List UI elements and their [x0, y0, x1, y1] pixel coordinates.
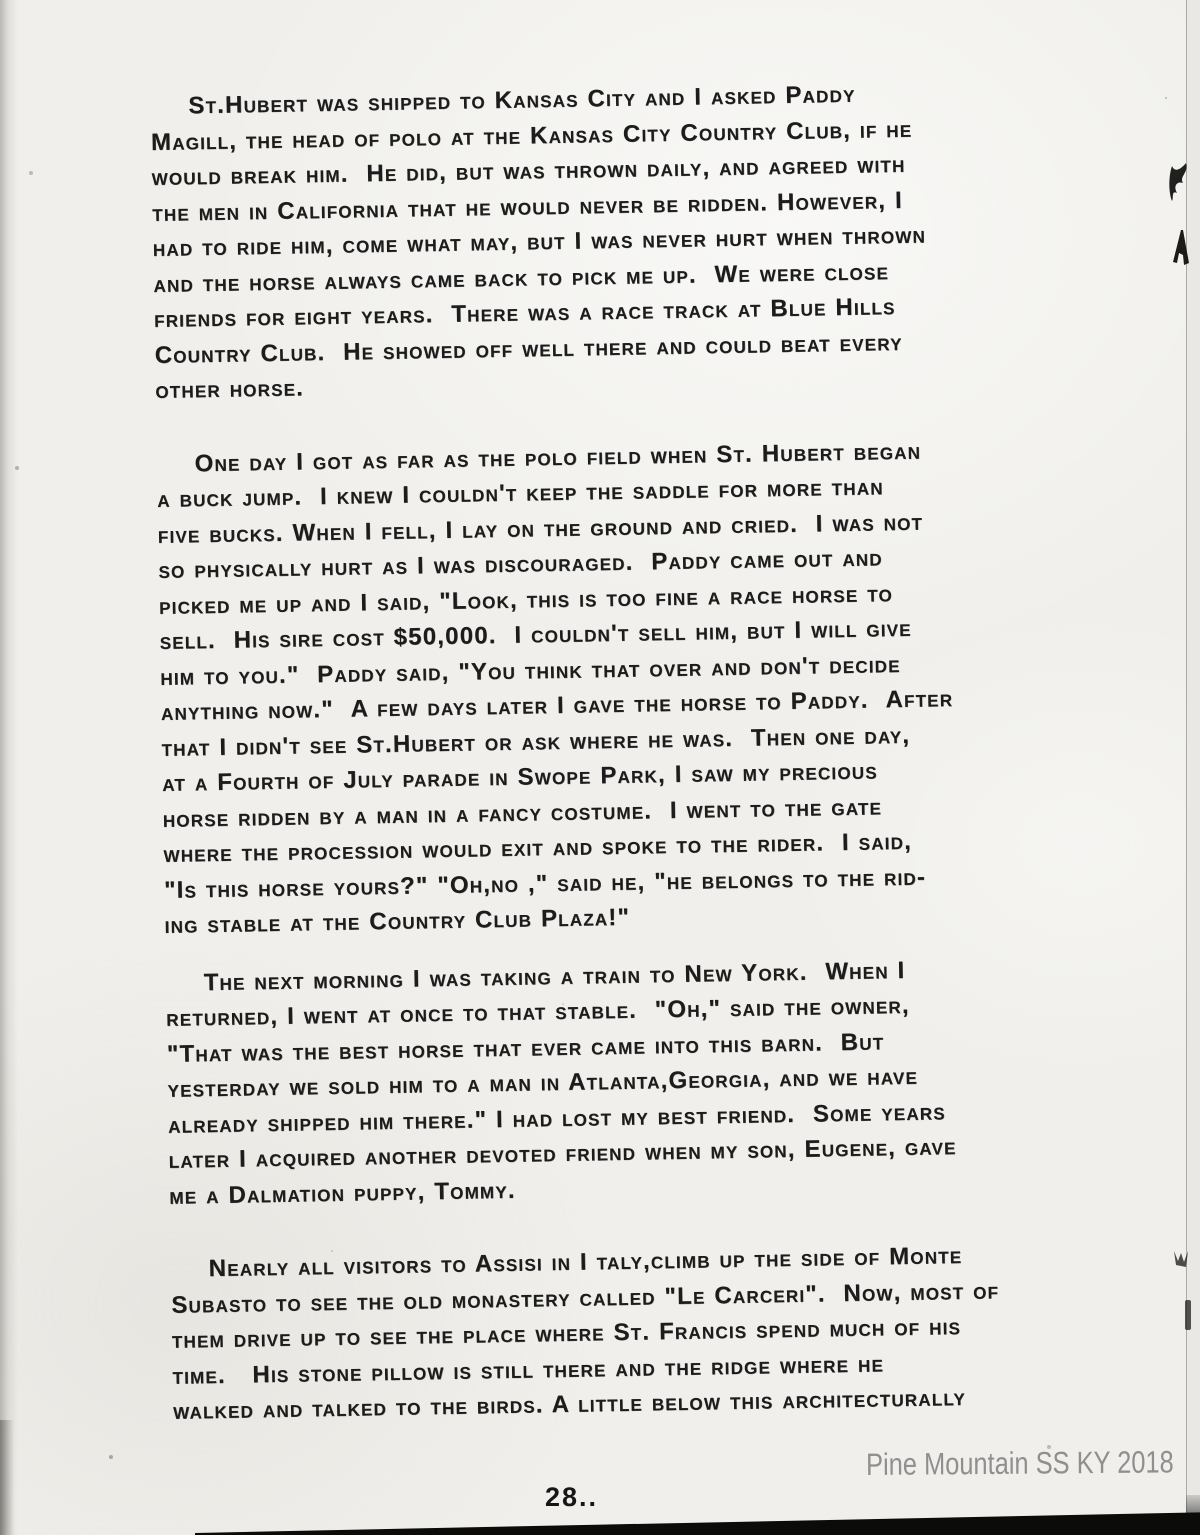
page-curl-shadow-bottom — [0, 1420, 14, 1535]
text-line: returned, I went at once to that stable. "Oh," said the owner, — [166, 991, 910, 1032]
text-line: later I acquired another devoted friend when my son, Eugene, gave — [168, 1133, 957, 1174]
text-line: yesterday we sold him to a man in Atlanta,Georgia, and we have — [167, 1062, 919, 1103]
paragraph — [165, 947, 1200, 1214]
paragraph — [170, 1234, 1200, 1430]
text-line: walked and talked to the birds. A little below this architecturally — [172, 1384, 967, 1425]
text-line: Subasto to see the old monastery called "Le Carceri". Now, most of — [171, 1276, 1000, 1319]
page-number: 28.. — [545, 1482, 599, 1512]
text-line: me a Dalmation puppy, Tommy. — [169, 1176, 516, 1210]
paper-speckles — [0, 0, 2, 2]
text-line: them drive up to see the place where St. Francis spend much of his — [171, 1313, 962, 1354]
text-line: him to you." Paddy said, "You think that over and don't decide — [160, 650, 901, 691]
text-line: would break him. He did, but was thrown daily, and agreed with — [151, 150, 906, 192]
text-line: time. His stone pillow is still there and the ridge where he — [172, 1349, 885, 1390]
text-line: that I didn't see St.Hubert or ask where he was. Then one day, — [161, 721, 911, 762]
text-line: "That was the best horse that ever came into this barn. But — [166, 1027, 885, 1068]
text-line: five bucks. When I fell, I lay on the ground and cried. I was not — [157, 508, 924, 549]
text-line: Country Club. He showed off well there and could beat every — [154, 328, 903, 369]
text-line: Magill, the head of polo at the Kansas City Country Club, if he — [150, 115, 913, 156]
text-line: horse ridden by a man in a fancy costume. I went to the gate — [162, 792, 883, 833]
text-line: ing stable at the Country Club Plaza!" — [164, 903, 631, 939]
text-line: friends for eight years. There was a race track at Blue Hills — [153, 293, 896, 334]
text-line: so physically hurt as I was discouraged. Paddy came out and — [158, 544, 883, 584]
text-line: at a Fourth of July parade in Swope Park, I saw my precious — [161, 757, 878, 797]
text-line: other horse. — [155, 374, 305, 405]
text-line: where the procession would exit and spoke to the rider. I said, — [163, 827, 913, 868]
text-line: the men in California that he would never be ridden. However, I — [152, 186, 904, 227]
watermark: Pine Mountain SS KY 2018 — [866, 1444, 1174, 1482]
text-line: St.Hubert was shipped to Kansas City and I asked Paddy — [188, 80, 856, 120]
text-line: a buck jump. I knew I couldn't keep the saddle for more than — [157, 473, 884, 514]
text-line: One day I got as far as the polo field when St. Hubert began — [194, 437, 922, 477]
text-line: and the horse always came back to pick me up. We were close — [153, 257, 890, 298]
paragraph — [150, 71, 1200, 409]
black-scan-band — [195, 1506, 1200, 1535]
text-line: anything now." A few days later I gave the horse to Paddy. After — [160, 685, 954, 726]
typewritten-text — [150, 71, 1200, 1430]
text-line: already shipped him there." I had lost my best friend. Some years — [167, 1097, 947, 1139]
text-line: Nearly all visitors to Assisi in I taly,climb up the side of Monte — [208, 1242, 963, 1283]
paragraph — [156, 428, 1200, 943]
text-line: picked me up and I said, "Look, this is too fine a race horse to — [158, 579, 894, 620]
text-line: "Is this horse yours?" "Oh,no ," said he, "he belongs to the rid- — [163, 863, 927, 904]
text-line: The next morning I was taking a train to New York. When I — [203, 956, 906, 996]
page-curl-shadow — [0, 0, 18, 1535]
text-line: had to ride him, come what may, but I was never hurt when thrown — [152, 221, 927, 263]
text-line: sell. His sire cost $50,000. I couldn't sell him, but I will give — [159, 614, 912, 655]
